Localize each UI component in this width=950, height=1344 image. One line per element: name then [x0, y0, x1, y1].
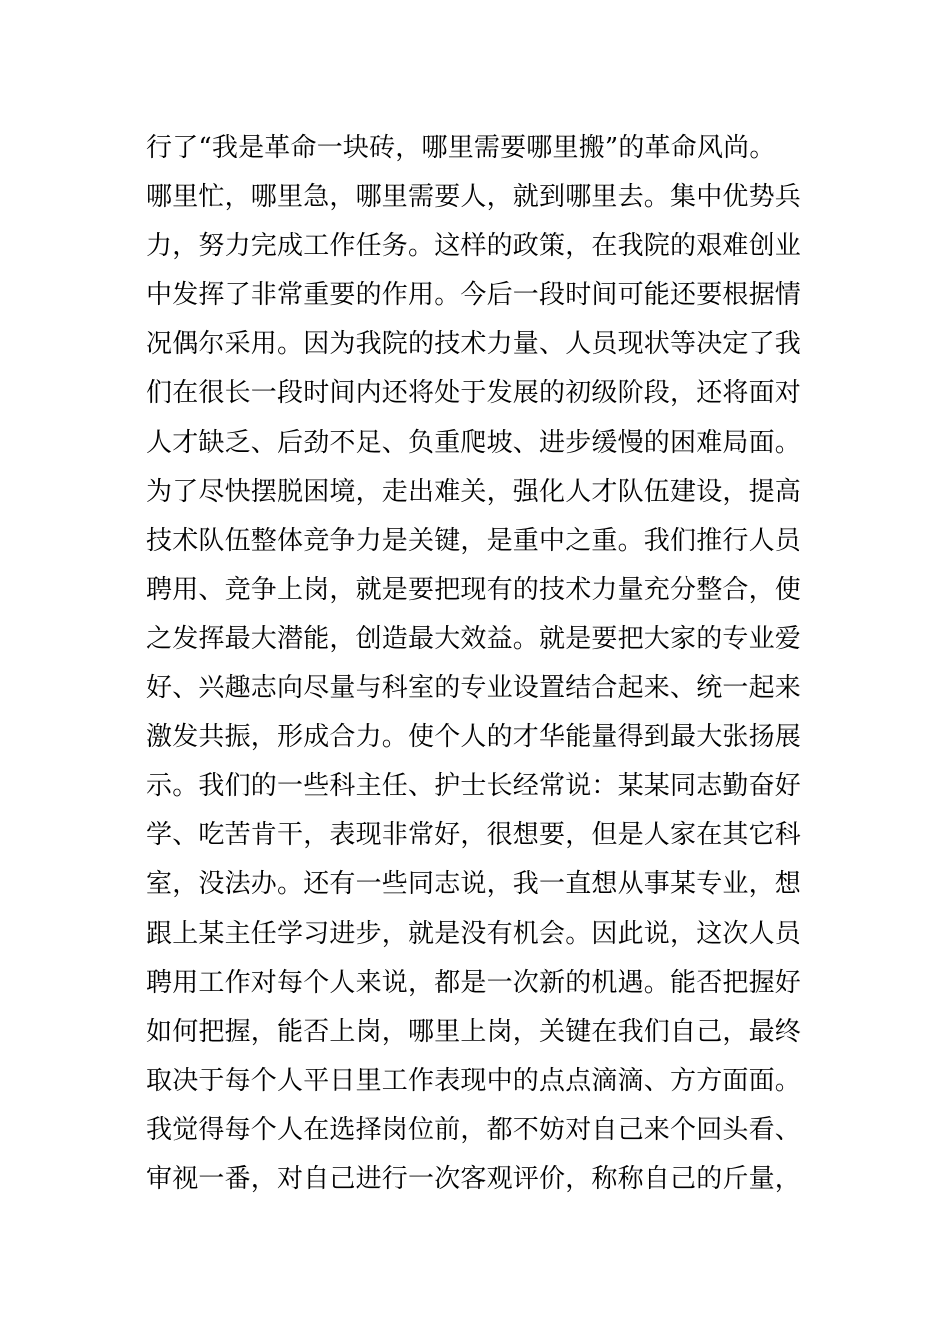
text-line: 为了尽快摆脱困境，走出难关，强化人才队伍建设，提高: [146, 476, 802, 507]
text-line: 取决于每个人平日里工作表现中的点点滴滴、方方面面。: [146, 1065, 802, 1096]
text-line: 示。我们的一些科主任、护士长经常说：某某同志勤奋好: [146, 771, 802, 802]
text-line: 们在很长一段时间内还将处于发展的初级阶段，还将面对: [146, 378, 802, 409]
body-text: [146, 124, 826, 1204]
text-line: 人才缺乏、后劲不足、负重爬坡、进步缓慢的困难局面。: [146, 427, 802, 458]
text-line: 如何把握，能否上岗，哪里上岗，关键在我们自己，最终: [146, 1016, 802, 1047]
text-line: 激发共振，形成合力。使个人的才华能量得到最大张扬展: [146, 722, 802, 753]
text-line: 之发挥最大潜能，创造最大效益。就是要把大家的专业爱: [146, 623, 802, 654]
text-line: 学、吃苦肯干，表现非常好，很想要，但是人家在其它科: [146, 820, 802, 851]
text-line: 力，努力完成工作任务。这样的政策，在我院的艰难创业: [146, 231, 802, 262]
text-line: 聘用工作对每个人来说，都是一次新的机遇。能否把握好: [146, 967, 802, 998]
text-line: 技术队伍整体竞争力是关键，是重中之重。我们推行人员: [146, 525, 802, 556]
text-line: 室，没法办。还有一些同志说，我一直想从事某专业，想: [146, 869, 802, 900]
text-line: 跟上某主任学习进步，就是没有机会。因此说，这次人员: [146, 918, 802, 949]
text-line: 我觉得每个人在选择岗位前，都不妨对自己来个回头看、: [146, 1114, 802, 1145]
text-line: 行了“我是革命一块砖，哪里需要哪里搬”的革命风尚。: [146, 133, 776, 163]
text-line: 况偶尔采用。因为我院的技术力量、人员现状等决定了我: [146, 329, 802, 360]
text-line: 聘用、竞争上岗，就是要把现有的技术力量充分整合，使: [146, 574, 802, 605]
text-line: 好、兴趣志向尽量与科室的专业设置结合起来、统一起来: [146, 673, 802, 704]
text-line: 哪里忙，哪里急，哪里需要人，就到哪里去。集中优势兵: [146, 182, 802, 213]
text-line: 审视一番，对自己进行一次客观评价，称称自己的斤量，: [146, 1163, 802, 1194]
text-line: 中发挥了非常重要的作用。今后一段时间可能还要根据情: [146, 280, 802, 311]
